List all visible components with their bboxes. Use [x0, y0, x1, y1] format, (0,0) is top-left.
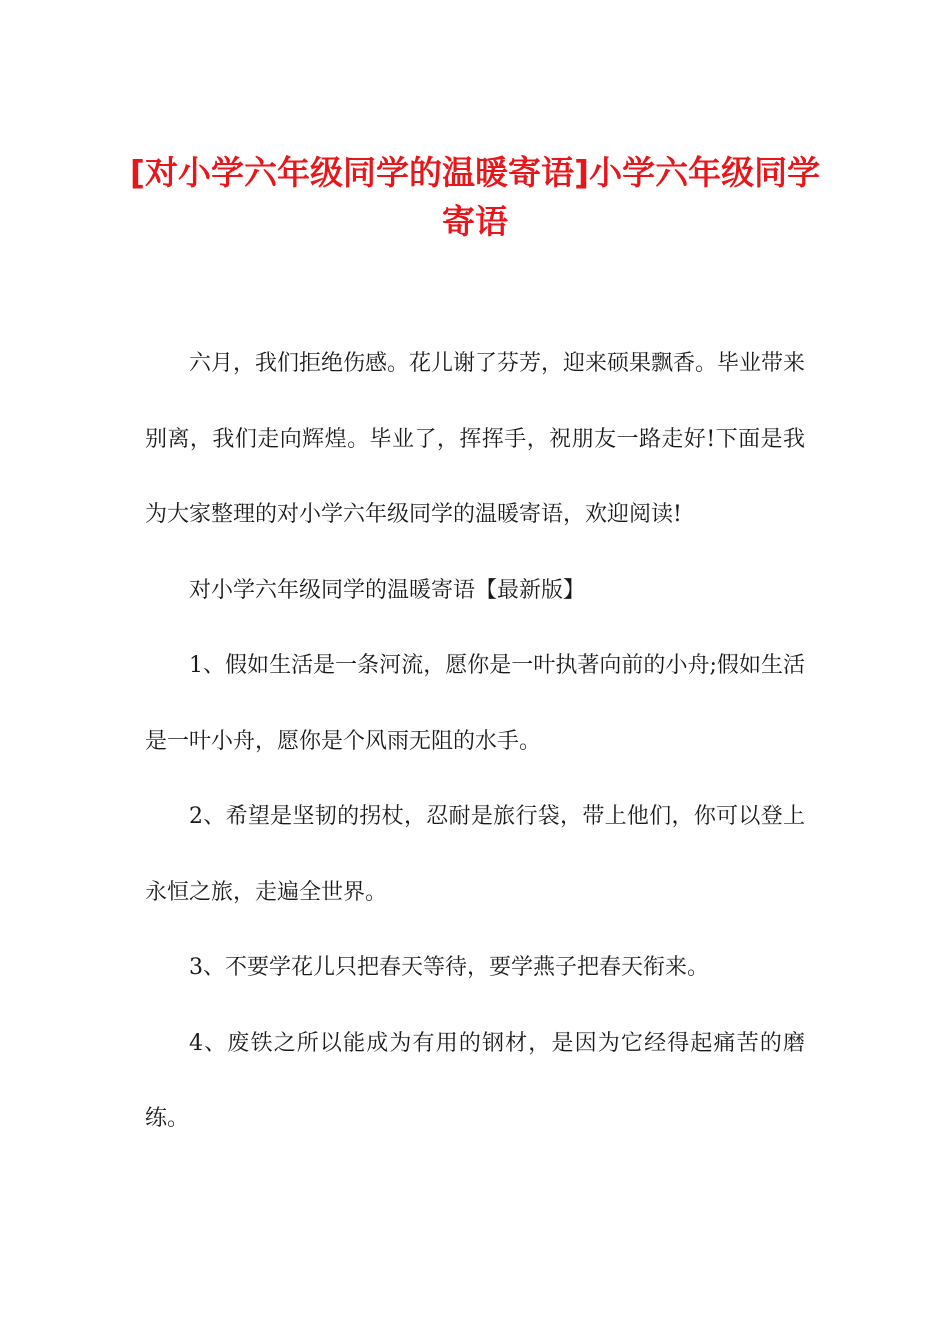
document-body [145, 326, 805, 1157]
list-item: 1、假如生活是一条河流，愿你是一叶执著向前的小舟;假如生活是一叶小舟，愿你是个风雨无阻的水手。 [145, 653, 805, 754]
document-title: [对小学六年级同学的温暖寄语]小学六年级同学寄语 [129, 153, 821, 241]
list-item: 4、废铁之所以能成为有用的钢材，是因为它经得起痛苦的磨练。 [145, 1030, 805, 1131]
list-item: 3、不要学花儿只把春天等待，要学燕子把春天衔来。 [189, 955, 709, 980]
section-heading: 对小学六年级同学的温暖寄语【最新版】 [189, 577, 586, 603]
intro-paragraph: 六月，我们拒绝伤感。花儿谢了芬芳，迎来硕果飘香。毕业带来别离，我们走向辉煌。毕业了，挥挥手，祝朋友一路走好!下面是我为大家整理的对小学六年级同学的温暖寄语，欢迎阅读! [145, 351, 806, 527]
list-item: 2、希望是坚韧的拐杖，忍耐是旅行袋，带上他们，你可以登上永恒之旅，走遍全世界。 [145, 804, 805, 905]
